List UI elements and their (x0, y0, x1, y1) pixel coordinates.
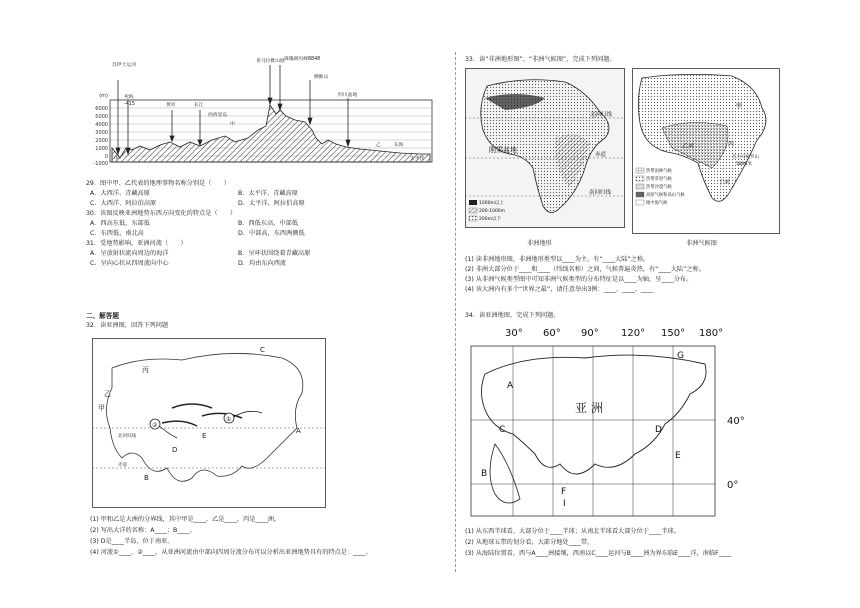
y-tick: 5000 (95, 114, 108, 120)
q32-stem: 32．读亚洲图，回答下列问题 (86, 322, 169, 329)
lon-90: 90° (581, 328, 599, 339)
y-tick: -1000 (93, 161, 108, 167)
label-d: D (172, 446, 178, 454)
q31-option-c[interactable]: C．呈向心状从四周流向中心 (90, 260, 169, 267)
label-ding-river: 丁河 (718, 179, 731, 186)
label-s-tropic: 南回归线 (589, 190, 612, 196)
label-jia: 甲 (98, 404, 105, 412)
label-n-tropic: 北回归线 (590, 112, 613, 118)
q34-asia-grid-map (465, 324, 750, 519)
label-dead-sea: 死海 (124, 95, 134, 100)
label-tropic: 北回归线 (118, 434, 136, 439)
lon-150: 150° (661, 328, 686, 339)
label-bing: 丙 (142, 366, 149, 374)
label-b: B (144, 474, 149, 482)
q29-option-d[interactable]: D．太平洋、阿拉伯高原 (238, 200, 305, 207)
label-bing: 丙 (728, 141, 735, 148)
q31-option-b[interactable]: B．呈环状围绕着青藏高原 (238, 250, 311, 257)
label-c: C (260, 346, 265, 354)
q33-line-3[interactable]: (3) 从非洲气候类型图中可知非洲气候类型的分布特征是以____为轴，呈____分布。 (465, 276, 693, 283)
q30-option-c[interactable]: C．东西低，南北高 (90, 230, 144, 237)
q34-line-3[interactable]: (3) 从海陆位置看，西与A____洲接壤，西南以C____运河与B____洲为界东临E____洋，南临F____ (465, 550, 732, 557)
svg-text:热带草原气候: 热带草原气候 (646, 177, 672, 182)
svg-text:200m以下: 200m以下 (479, 217, 501, 222)
label-kilimanjaro-height: 5895米 (736, 162, 752, 167)
label-yi: 乙 (104, 390, 111, 398)
label-changjiang: 长江 (194, 103, 204, 108)
label-a: A (507, 381, 514, 391)
label-pacific: 太平洋 (410, 157, 425, 162)
y-tick: 3000 (95, 130, 108, 136)
label-equator: 赤道 (118, 463, 127, 468)
q31-option-d[interactable]: D．均由东向西流 (238, 260, 287, 267)
q33-line-1[interactable]: (1) 读非洲地形图，非洲地形类型以____为主，有“____大陆”之称。 (465, 256, 650, 263)
svg-text:高原气候和高山气候: 高原气候和高山气候 (646, 193, 685, 198)
label-i: I (563, 499, 566, 509)
label-dead-sea-depth: -415 (124, 102, 135, 107)
q29-option-c[interactable]: C．大西洋、阿拉伯高原 (90, 200, 157, 207)
q30-option-b[interactable]: B．西低东高，中部低 (238, 220, 298, 227)
q29-stem: 29．图中甲、乙代表的地理事物名称分别是（ ） (86, 180, 230, 187)
svg-text:1000m以上: 1000m以上 (479, 201, 504, 206)
q32-line-2[interactable]: (2) 写出大洋的名称：A____；B____。 (90, 527, 196, 534)
q32-line-4[interactable]: (4) 河流①____，②____，从亚洲河流由中部向四周分流分布可以分析出亚洲地势具有的特点是：____。 (90, 549, 372, 556)
q29-option-b[interactable]: B．太平洋、青藏高原 (238, 190, 298, 197)
q33-stem: 33．读“非洲地形图”、“非洲气候图”，完成下列问题。 (465, 56, 616, 63)
q31-stem: 31．受地势影响，亚洲河流（ ） (86, 240, 187, 247)
q32-line-1[interactable]: (1) 甲和乙是大洲的分界线，其中甲是____，乙是____，丙是____洲。 (90, 516, 281, 523)
lon-60: 60° (543, 328, 561, 339)
label-g: G (677, 351, 684, 361)
q30-option-a[interactable]: A．西高东低，东部低 (90, 220, 150, 227)
map1-caption: 非洲地形 (527, 240, 552, 247)
label-congo-basin: 刚果盆地 (489, 146, 517, 154)
label-sicily: 西西里岛 (208, 113, 228, 118)
y-tick: 0 (104, 154, 108, 160)
svg-text:热带沙漠气候: 热带沙漠气候 (646, 185, 672, 190)
label-suez: 苏伊士运河 (112, 63, 136, 68)
q32-asia-map (92, 338, 326, 508)
column-divider (455, 52, 456, 572)
q34-stem: 34．读亚洲地图，完成下列问题。 (465, 312, 560, 319)
label-sichuan: 四川盆地 (338, 93, 358, 98)
asia-terrain-profile (80, 50, 450, 175)
q32-line-3[interactable]: (3) D是____半岛，位于南亚。 (90, 538, 174, 545)
lon-180: 180° (699, 328, 724, 339)
q30-option-d[interactable]: D．中部高，东西两侧低 (238, 230, 305, 237)
label-river-1: ① (226, 416, 232, 423)
q29-option-a[interactable]: A．大西洋、青藏高原 (90, 190, 150, 197)
y-tick: 4000 (95, 122, 108, 128)
terrain-section (112, 105, 430, 162)
label-d: D (655, 425, 662, 435)
label-yi-river: 乙河 (682, 143, 695, 150)
label-e: E (675, 451, 681, 461)
svg-text:200-1000m: 200-1000m (479, 209, 506, 214)
y-unit: (m) (99, 93, 108, 99)
terrain-legend (469, 199, 505, 222)
label-b: B (481, 469, 488, 479)
lon-120: 120° (621, 328, 646, 339)
lat-0: 0° (727, 480, 739, 491)
map2-caption: 非洲气候图 (686, 240, 717, 247)
label-asia: 亚 洲 (575, 401, 603, 415)
label-jia: 甲 (736, 103, 743, 110)
label-c: C (499, 425, 506, 435)
label-everest: 珠穆朗玛峰8848 (284, 57, 321, 62)
q30-stem: 30．该图反映亚洲地势东西方向变化的特点是（ ） (86, 210, 237, 217)
label-jia: 甲 (114, 157, 119, 162)
q34-line-2[interactable]: (2) 从地球五带的划分看，大部分地处____带。 (465, 539, 594, 546)
q31-option-a[interactable]: A．呈放射状流向周边的海洋 (90, 250, 169, 257)
y-tick: 6000 (95, 106, 108, 112)
label-river-2: ② (152, 422, 158, 429)
label-a: A (296, 427, 301, 435)
label-donghai: 东海 (394, 143, 404, 148)
africa-terrain-map (465, 68, 625, 236)
label-f: F (561, 487, 567, 497)
q33-line-4[interactable]: (4) 该大洲内有多个“世界之最”，请任意举出3例：____、____、____ (465, 286, 654, 293)
lon-30: 30° (505, 328, 523, 339)
section-2-heading: 二、解答题 (86, 312, 119, 320)
svg-text:地中海气候: 地中海气候 (646, 201, 668, 206)
africa-climate-map (632, 68, 780, 236)
lat-40: 40° (727, 416, 745, 427)
label-zhong: 中 (230, 122, 235, 127)
y-tick: 2000 (95, 138, 108, 144)
label-e: E (202, 432, 207, 440)
q33-line-2[interactable]: (2) 非洲大部分位于____和____（纬线名称）之间，气候普遍炎热，有“____大陆”之称。 (465, 266, 705, 273)
label-himalaya: 喜马拉雅山脉 (256, 59, 285, 64)
label-equator: 赤道 (595, 152, 607, 158)
label-hengduan: 横断山 (314, 75, 329, 80)
label-huanghe: 黄河 (166, 103, 176, 108)
label-yi: 乙 (376, 143, 381, 148)
svg-text:热带雨林气候: 热带雨林气候 (646, 169, 672, 174)
q34-line-1[interactable]: (1) 从东西半球看，大部分位于____半球；从南北半球看大部分位于____半球。 (465, 528, 680, 535)
label-kilimanjaro: 乞力马扎罗山 (732, 155, 759, 160)
y-tick: 1000 (95, 146, 108, 152)
